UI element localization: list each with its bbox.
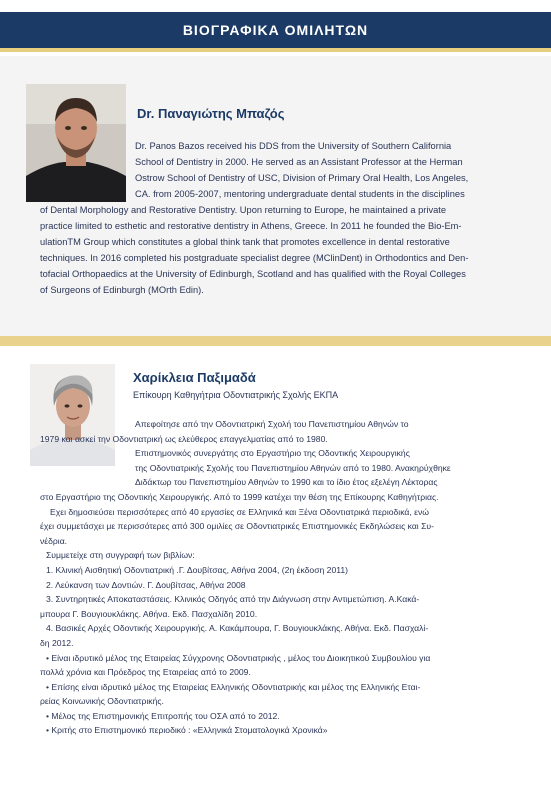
bio-line: Dr. Panos Bazos received his DDS from the University of Southern California (135, 141, 452, 151)
bio-line: ρείας Κοινωνικής Οδοντιατρικής. (40, 696, 164, 707)
bio-line: νέδρια. (40, 535, 68, 546)
membership-item: • Είναι ιδρυτικό μέλος της Εταιρείας Σύγχρονης Οδοντιατρικής , μέλος του Διοικητικού Συμβουλίου για (46, 651, 528, 666)
membership-item: • Μέλος της Επιστημονικής Επιτροπής του ΟΣΑ από το 2012. (46, 709, 528, 724)
speaker1-bio (40, 138, 524, 298)
bio-line: tofacial Orthopaedics at the University of Edinburgh, Scotland and has qualified with the Royal Colleges (40, 269, 466, 279)
bio-line: Επιστημονικός συνεργάτης στο Εργαστήριο της Οδοντικής Χειρουργικής (135, 448, 410, 459)
bio-line: practice limited to esthetic and restorative dentistry in Athens, Greece. In 2011 he founded the Bio-Em- (40, 221, 462, 231)
book-item: 1. Κλινική Αισθητική Οδοντιατρική .Γ. Δουβίτσας, Αθήνα 2004, (2η έκδοση 2011) (46, 564, 349, 575)
speaker2-title: Επίκουρη Καθηγήτρια Οδοντιατρικής Σχολής ΕΚΠΑ (133, 390, 339, 400)
speaker2-bio (40, 417, 528, 738)
book-item: 4. Βασικές Αρχές Οδοντικής Χειρουργικής. Α. Κακάμπουρα, Γ. Βουγιουκλάκης. Αθήνα. Εκδ. Πασχαλί- (46, 623, 429, 634)
bio-line: στο Εργαστήριο της Οδοντικής Χειρουργικής. Από το 1999 κατέχει την θέση της Επίκουρης Καθηγήτριας. (40, 491, 439, 502)
membership-item: • Κριτής στο Επιστημονικό περιοδικό : «Ελληνικά Στοματολογικά Χρονικά» (46, 723, 528, 738)
bio-line: Απεφοίτησε από την Οδοντιατρική Σχολή του Πανεπιστημίου Αθηνών το (135, 419, 409, 429)
section-divider (0, 336, 551, 346)
bio-line: της Οδοντιατρικής Σχολής του Πανεπιστημίου Αθηνών από το 1980. Ανακηρύχθηκε (135, 462, 451, 473)
bio-line: of Surgeons of Edinburgh (MOrth Edin). (40, 285, 204, 295)
bio-line: 1979 και ασκεί την Οδοντιατρική ως ελεύθερος επαγγελματίας από το 1980. (40, 433, 328, 444)
speaker2-name: Χαρίκλεια Παξιμαδά (133, 370, 256, 385)
books-heading: Συμμετείχε στη συγγραφή των βιβλίων: (46, 550, 195, 561)
speaker1-name: Dr. Παναγιώτης Μπαζός (137, 106, 285, 121)
bio-line: έχει συμμετάσχει με περισσότερες από 300 ομιλίες σε Οδοντιατρικές Επιστημονικές Εκδηλώσεις και Συ- (40, 521, 434, 532)
bio-line: Διδάκτωρ του Πανεπιστημίου Αθηνών το 1990 και το ίδιο έτος εξελέγη Λέκτορας (135, 477, 438, 488)
bio-line: School of Dentistry in 2000. He served as an Assistant Professor at the Herman (135, 157, 463, 167)
book-item: 3. Συντηρητικές Αποκαταστάσεις. Κλινικός Οδηγός από την Διάγνωση στην Αντιμετώπιση. Α.Κακά- (46, 594, 420, 605)
page-title: ΒΙΟΓΡΑΦΙΚΑ ΟΜΙΛΗΤΩΝ (182, 22, 369, 38)
bio-line: Ostrow School of Dentistry of USC, Division of Primary Oral Health, Los Angeles, (135, 173, 469, 183)
book-item: 2. Λεύκανση των Δοντιών. Γ. Δουβίτσας, Αθήνα 2008 (46, 579, 246, 590)
bio-line: of Dental Morphology and Restorative Dentistry. Upon returning to Europe, he maintained a private (40, 205, 447, 215)
bio-line: πολλά χρόνια και Πρόεδρος της Εταιρείας από το 2009. (40, 667, 251, 678)
bio-line: CA. from 2005-2007, mentoring undergraduate dental students in the disciplines (135, 189, 465, 199)
bio-line: techniques. In 2016 completed his postgraduate specialist degree (MClinDent) in Orthodontics and Den- (40, 253, 469, 263)
membership-item: • Επίσης είναι ιδρυτικό μέλος της Εταιρείας Ελληνικής Οδοντιατρικής και μέλος της Ελληνικής Εται- (46, 680, 528, 695)
bio-line: δη 2012. (40, 637, 74, 648)
header-bar (0, 12, 551, 52)
bio-line: μπουρα Γ. Βουγιουκλάκης. Αθήνα. Εκδ. Πασχαλίδη 2010. (40, 608, 258, 619)
bio-line: Εχει δημοσιεύσει περισσότερες από 40 εργασίες σε Ελληνικά και Ξένα Οδοντιατρικά περιοδικά, ενώ (50, 506, 429, 517)
bio-line: ulationTM Group which constitutes a global think tank that promotes excellence in dental restorative (40, 237, 450, 247)
